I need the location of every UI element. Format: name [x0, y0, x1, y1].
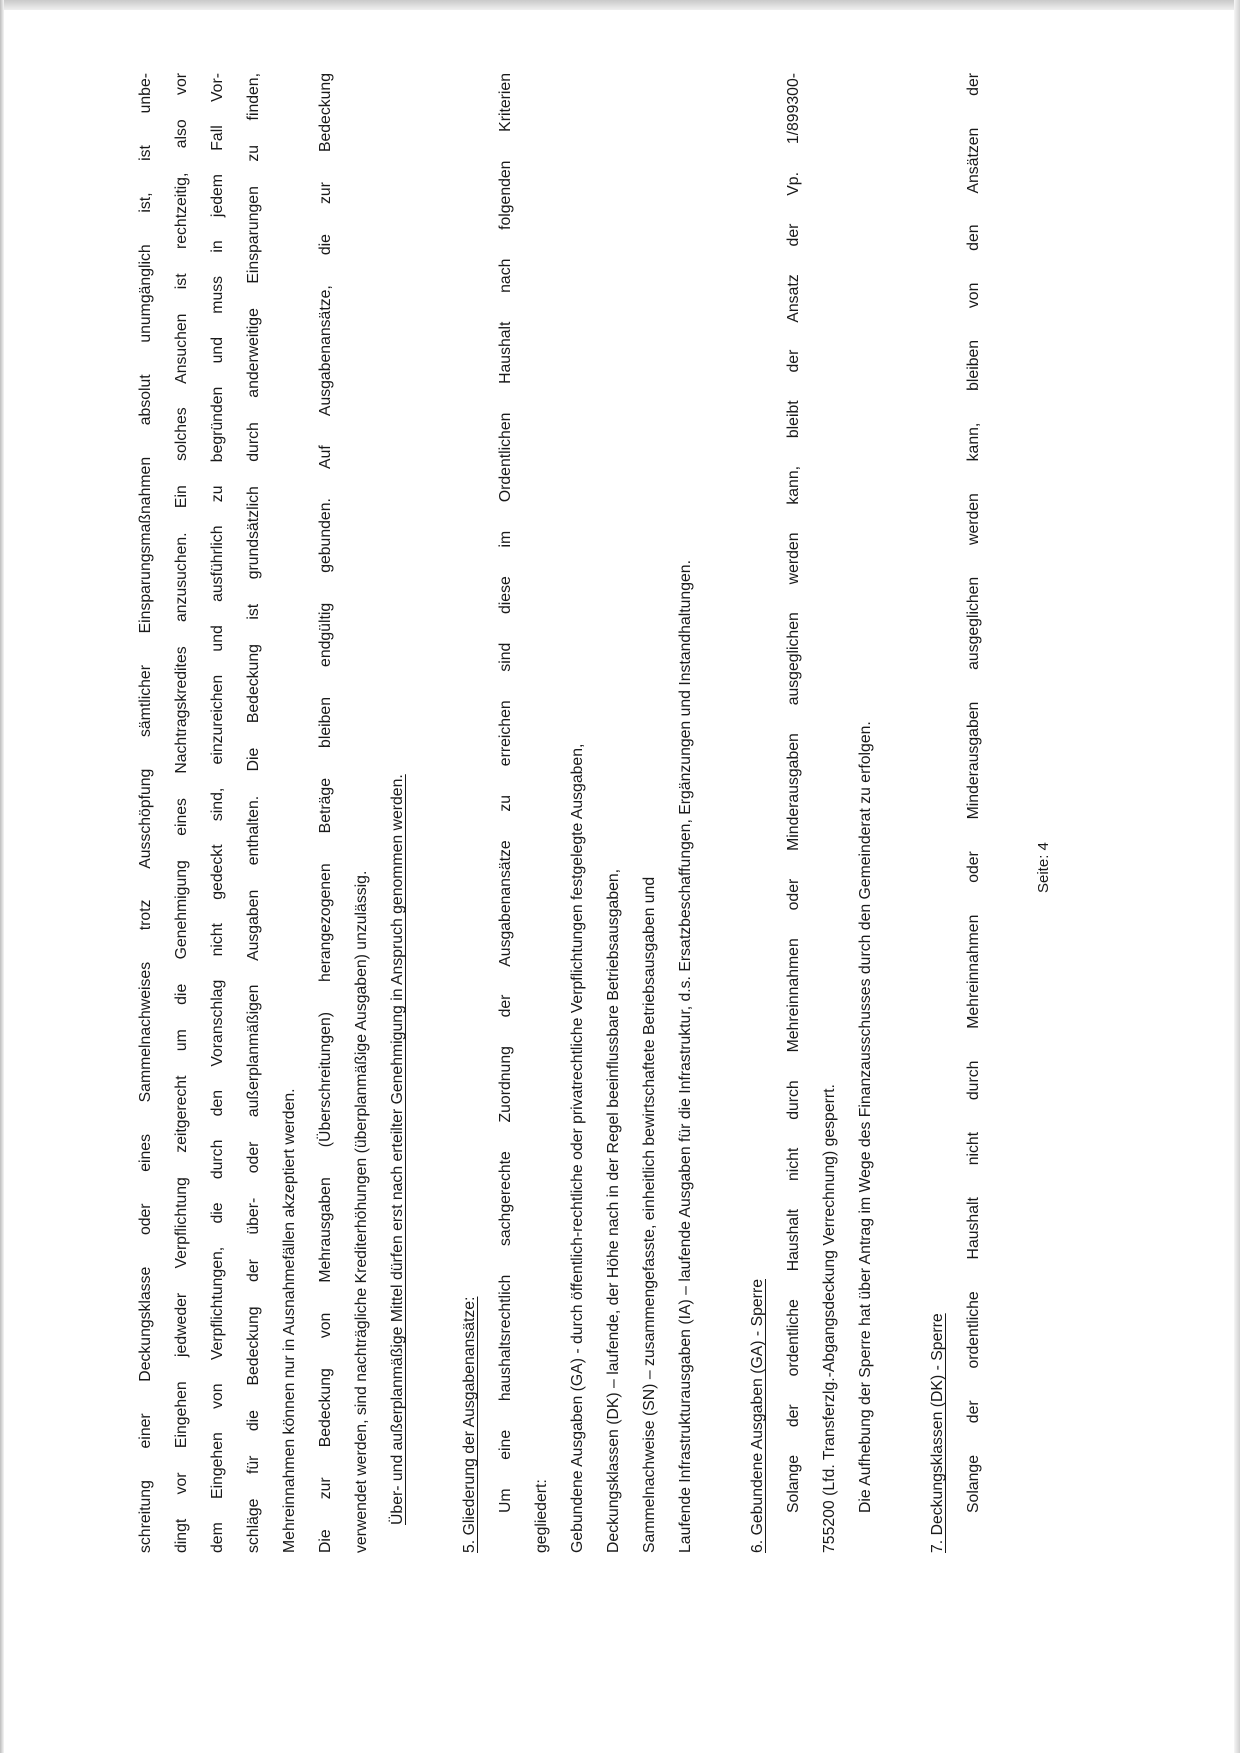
- text-line: gegliedert:: [533, 1479, 550, 1553]
- text-line: Solange der ordentliche Haushalt nicht durch Mehreinnahmen oder Minderausgaben ausgeglichen werden kann, bleibt der Ansatz der Vp. 1/899300-: [785, 73, 802, 1513]
- text-line: Die Aufhebung der Sperre hat über Antrag im Wege des Finanzausschusses durch den Gemeinderat zu erfolgen.: [857, 721, 874, 1513]
- document-body: [128, 73, 992, 1553]
- section-5: [452, 73, 704, 1553]
- text-line: verwendet werden, sind nachträgliche Krediterhöhungen (überplanmäßige Ausgaben) unzulässig.: [353, 870, 370, 1553]
- list-item: Deckungsklassen (DK) – laufende, der Höhe nach in der Regel beeinflussbare Betriebsausgaben,: [605, 868, 622, 1553]
- section-7: [920, 73, 992, 1553]
- section-heading: 7. Deckungsklassen (DK) - Sperre: [929, 1313, 946, 1553]
- paragraph-1: [128, 73, 308, 1553]
- list-item: Sammelnachweise (SN) – zusammengefasste, einheitlich bewirtschaftete Betriebsausgaben und: [641, 876, 658, 1553]
- section-heading: 6. Gebundene Ausgaben (GA) - Sperre: [749, 1279, 766, 1553]
- text-line: dingt vor Eingehen jedweder Verpflichtung zeitgerecht um die Genehmigung eines Nachtragskredites anzusuchen. Ein solches Ansuchen ist rechtzeitig, also vor: [173, 73, 190, 1553]
- list-item: Laufende Infrastrukturausgaben (IA) – laufende Ausgaben für die Infrastruktur, d.s. Ersatzbeschaffungen, Ergänzungen und Instandhaltungen.: [677, 560, 694, 1553]
- text-line: schreitung einer Deckungsklasse oder eines Sammelnachweises trotz Ausschöpfung sämtlicher Einsparungsmaßnahmen absolut unumgänglich ist, ist unbe-: [137, 73, 154, 1553]
- page-number: Seite: 4: [1035, 842, 1052, 893]
- text-line: Die zur Bedeckung von Mehrausgaben (Überschreitungen) herangezogenen Beträge bleiben endgültig gebunden. Auf Ausgabenansätze, die zur Bedeckung: [317, 73, 334, 1553]
- paragraph-2: [308, 73, 416, 1553]
- text-line: Um eine haushaltsrechtlich sachgerechte Zuordnung der Ausgabenansätze zu erreichen sind diese im Ordentlichen Haushalt nach folgenden Kriterien: [497, 73, 514, 1513]
- text-line: schläge für die Bedeckung der über- oder außerplanmäßigen Ausgaben enthalten. Die Bedeckung ist grundsätzlich durch anderweitige Einsparungen zu finden,: [245, 73, 262, 1553]
- section-6: [740, 73, 884, 1553]
- text-line: dem Eingehen von Verpflichtungen, die durch den Voranschlag nicht gedeckt sind, einzureichen und ausführlich zu begründen und muss in jedem Fall Vor-: [209, 73, 226, 1553]
- section-heading: 5. Gliederung der Ausgabenansätze:: [461, 1296, 478, 1553]
- text-line: Solange der ordentliche Haushalt nicht durch Mehreinnahmen oder Minderausgaben ausgeglichen werden kann, bleiben von den Ansätzen der: [965, 73, 982, 1513]
- text-line: Mehreinnahmen können nur in Ausnahmefällen akzeptiert werden.: [281, 1088, 298, 1553]
- underlined-note: Über- und außerplanmäßige Mittel dürfen erst nach erteilter Genehmigung in Anspruch genommen werden.: [389, 774, 406, 1525]
- list-item: Gebundene Ausgaben (GA) - durch öffentlich-rechtliche oder privatrechtliche Verpflichtungen festgelegte Ausgaben,: [569, 743, 586, 1553]
- text-line: 755200 (Lfd. Transferzlg.-Abgangsdeckung Verrechnung) gesperrt.: [821, 1084, 838, 1553]
